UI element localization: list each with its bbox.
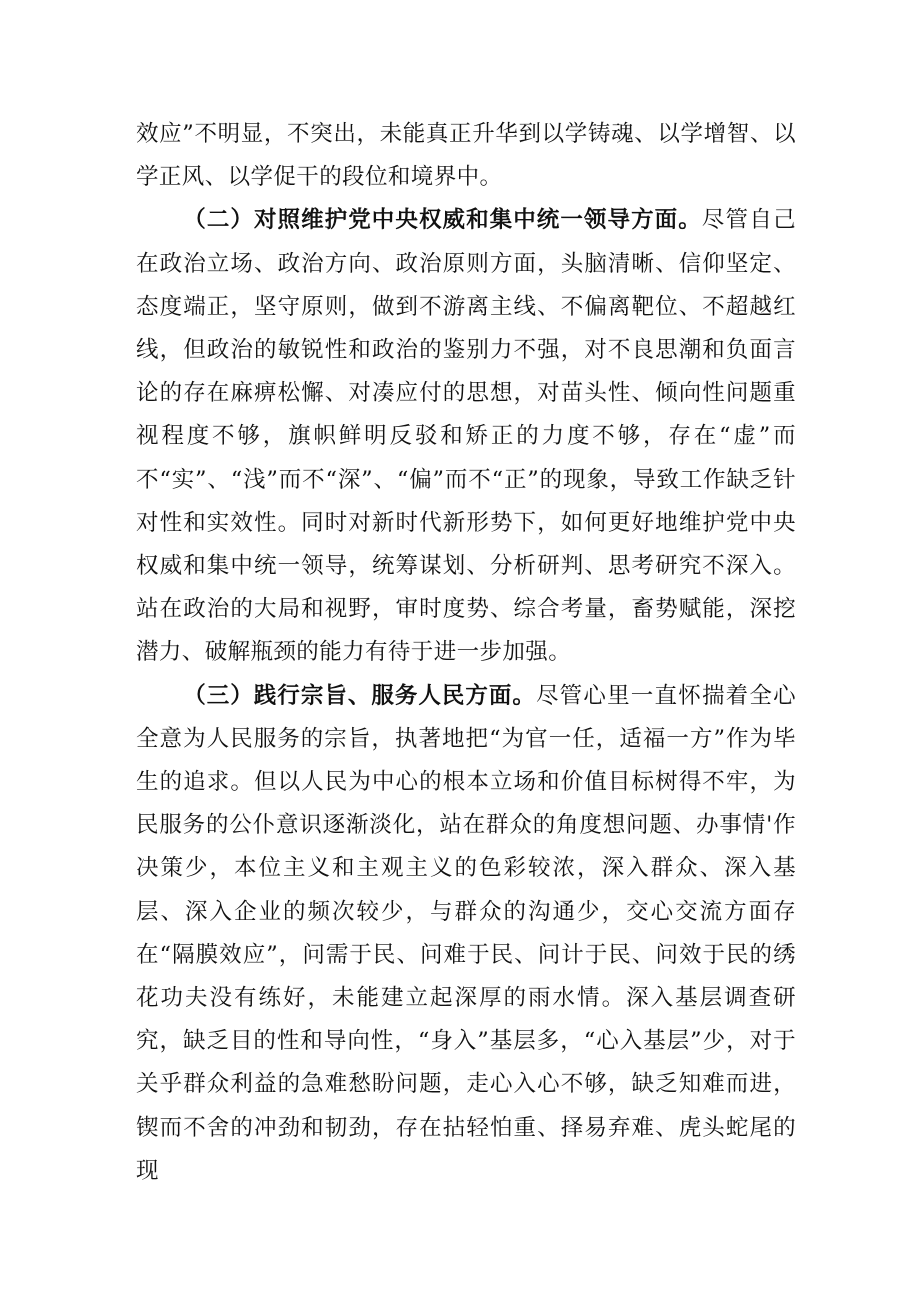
- paragraph-section-two: [136, 199, 796, 674]
- paragraph-section-three: [136, 675, 796, 1193]
- paragraph-text: 尽管自己在政治立场、政治方向、政治原则方面，头脑清晰、信仰坚定、态度端正，坚守原则，做到不游离主线、不偏离靶位、不超越红线，但政治的敏锐性和政治的鉴别力不强，对不良思潮和负面言论的存在麻痹松懈、对凑应付的思想，对苗头性、倾向性问题重视程度不够，旗帜鲜明反驳和矫正的力度不够，存在“虚”而不“实”、“浅”而不“深”、“偏”而不“正”的现象，导致工作缺乏针对性和实效性。同时对新时代新形势下，如何更好地维护党中央权威和集中统一领导，统筹谋划、分析研判、思考研究不深入。站在政治的大局和视野，审时度势、综合考量，畜势赋能，深挖潜力、破解瓶颈的能力有待于进一步加强。: [136, 207, 796, 666]
- document-body: [136, 113, 796, 1193]
- paragraph-text: 尽管心里一直怀揣着全心全意为人民服务的宗旨，执著地把“为官一任，适福一方”作为毕生的追求。但以人民为中心的根本立场和价值目标树得不牢，为民服务的公仆意识逐渐淡化，站在群众的角度想问题、办事情'作决策少，本位主义和主观主义的色彩较浓，深入群众、深入基层、深入企业的频次较少，与群众的沟通少，交心交流方面存在“隔膜效应”，问需于民、问难于民、问计于民、问效于民的绣花功夫没有练好，未能建立起深厚的雨水情。深入基层调查研究，缺乏目的性和导向性，“身入”基层多，“心入基层”少，对于关乎群众利益的急难愁盼问题，走心入心不够，缺乏知难而进，锲而不舍的冲劲和韧劲，存在拈轻怕重、择易弃难、虎头蛇尾的现: [136, 682, 796, 1184]
- section-heading: （二）对照维护党中央权威和集中统一领导方面。: [183, 207, 702, 234]
- paragraph-continuation: [136, 113, 796, 199]
- section-heading: （三）践行宗旨、服务人民方面。: [183, 682, 536, 709]
- paragraph-text: 效应”不明显，不突出，未能真正升华到以学铸魂、以学增智、以学正风、以学促干的段位和境界中。: [136, 121, 796, 191]
